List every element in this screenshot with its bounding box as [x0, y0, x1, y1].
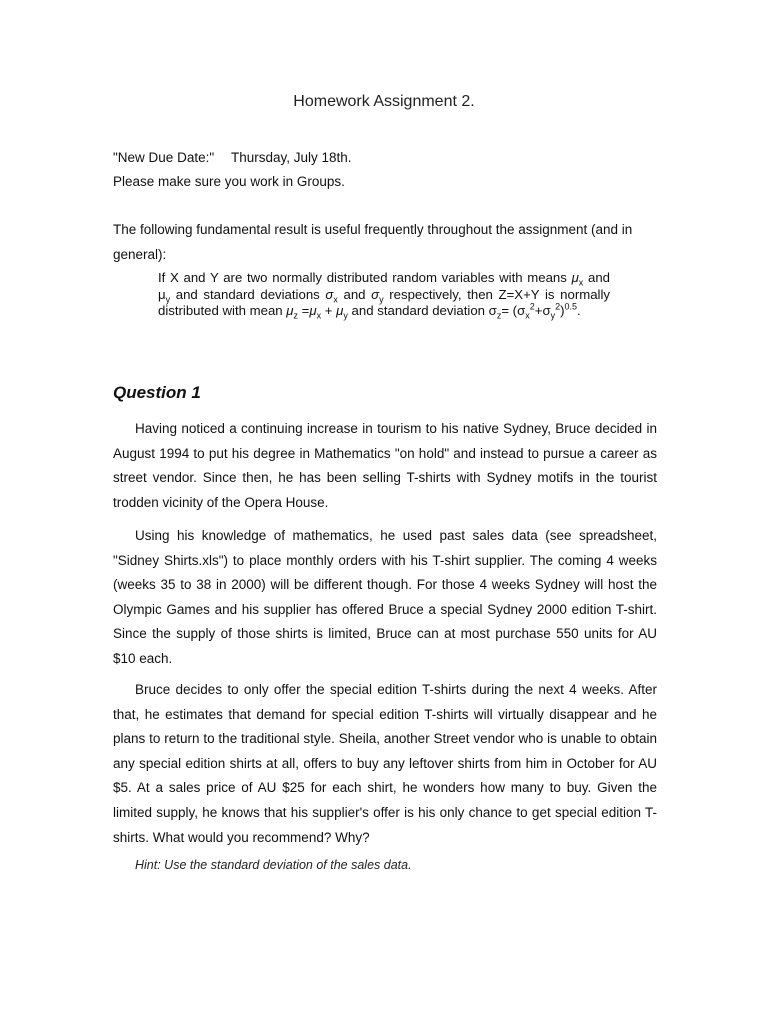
- groups-note: Please make sure you work in Groups.: [113, 174, 345, 189]
- question-1-paragraph-3: Bruce decides to only offer the special edition T-shirts during the next 4 weeks. After that, he estimates that demand for special edition T-shirts will virtually disappear and he plans to return to the traditional style. Sheila, another Street vendor who is unable to obtain any special edition shirts at all, offers to buy any leftover shirts from him in October for AU $5. At a sales price of AU $25 for each shirt, he wonders how many to buy. Given the limited supply, he knows that his supplier's offer is his only chance to get special edition T-shirts. What would you recommend? Why?: [113, 682, 657, 845]
- due-date-label: "New Due Date:": [113, 150, 215, 165]
- page-title: Homework Assignment 2.: [293, 93, 475, 110]
- intro-text: The following fundamental result is useful frequently throughout the assignment (and in general):: [113, 222, 633, 262]
- question-1-heading: Question 1: [113, 383, 201, 402]
- question-1-paragraph-1: Having noticed a continuing increase in tourism to his native Sydney, Bruce decided in August 1994 to put his degree in Mathematics "on hold" and instead to pursue a career as street vendor. Since then, he has been selling T-shirts with Sydney motifs in the tourist trodden vicinity of the Opera House.: [113, 421, 657, 510]
- hint-text: Hint: Use the standard deviation of the sales data.: [135, 858, 412, 872]
- result-statement: If X and Y are two normally distributed random variables with means $\mu_x$ and $\mu_y$ and standard deviations $\sigma_x$ and $\sigma_y$ respectively, then Z=X+Y is normally distributed with mean $\mu_z =\mu_x + \mu_y$ and standard deviation $\sigma_z= (\sigma_x^2+\sigma_y^2)^{0.5}$.: [158, 270, 610, 321]
- due-date-line: [113, 146, 352, 170]
- question-1-paragraph-2: Using his knowledge of mathematics, he used past sales data (see spreadsheet, "Sidney Shirts.xls") to place monthly orders with his T-shirt supplier. The coming 4 weeks (weeks 35 to 38 in 2000) will be different though. For those 4 weeks Sydney will host the Olympic Games and his supplier has offered Bruce a special Sydney 2000 edition T-shirt. Since the supply of those shirts is limited, Bruce can at most purchase 550 units for AU $10 each.: [113, 528, 657, 666]
- due-date-value: Thursday, July 18th.: [231, 150, 352, 165]
